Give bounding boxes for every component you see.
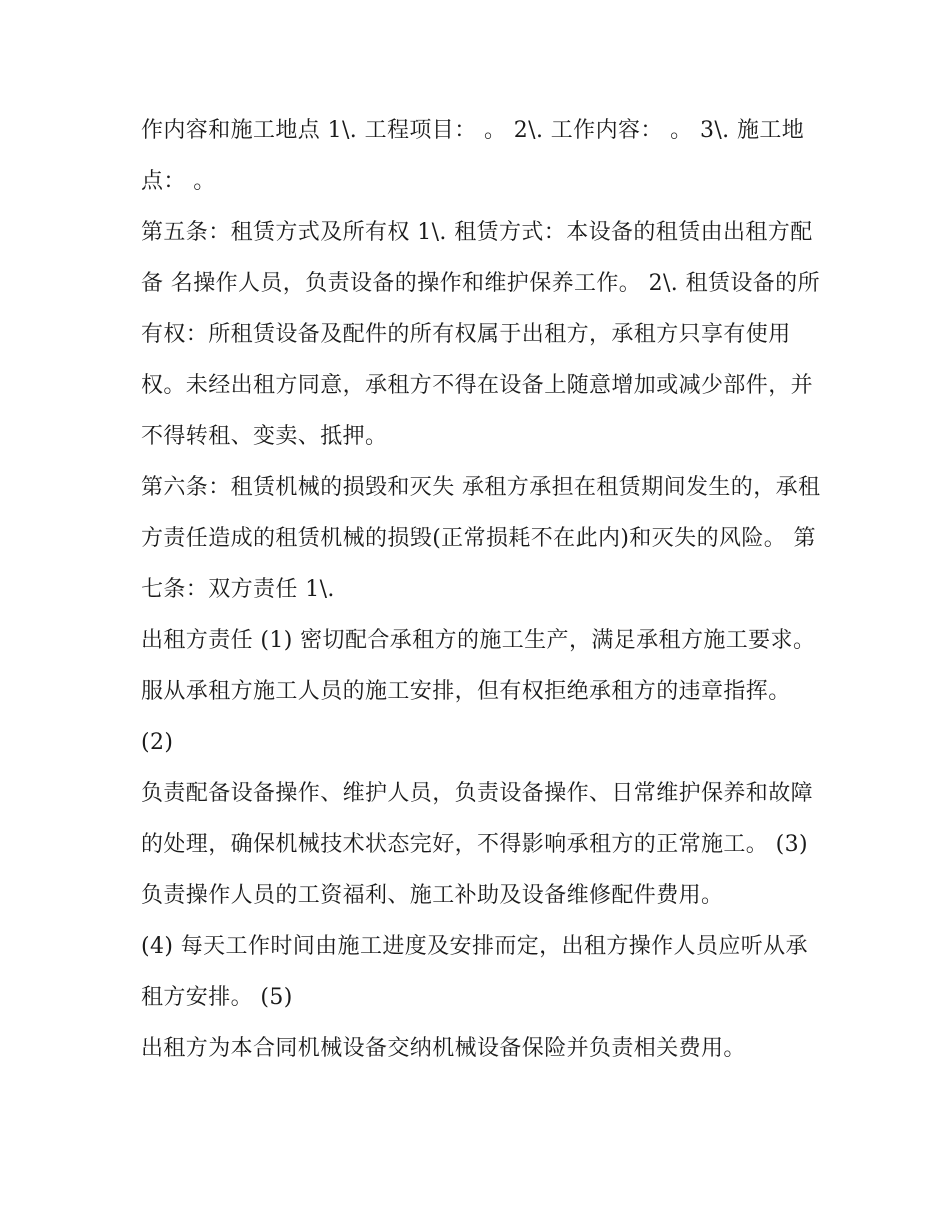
paragraph-lessor-duty-4: (4) 每天工作时间由施工进度及安排而定，出租方操作人员应听从承租方安排。 (5) <box>141 934 808 1010</box>
paragraph-work-content-location: 作内容和施工地点 1\. 工程项目： 。 2\. 工作内容： 。 3\. 施工地点： 。 <box>141 118 805 194</box>
paragraph-article-6-damage-loss: 第六条：租赁机械的损毁和灭失 承租方承担在租赁期间发生的，承租方责任造成的租赁机械的损毁(正常损耗不在此内)和灭失的风险。 第七条：双方责任 1\. <box>141 475 821 602</box>
paragraph-lessor-duty-3: 负责操作人员的工资福利、施工补助及设备维修配件费用。 <box>141 883 724 908</box>
paragraph-lessor-duty-2: 负责配备设备操作、维护人员，负责设备操作、日常维护保养和故障的处理，确保机械技术状态完好，不得影响承租方的正常施工。 (3) <box>141 781 814 857</box>
document-body <box>141 105 821 1074</box>
paragraph-lessor-duty-5: 出租方为本合同机械设备交纳机械设备保险并负责相关费用。 <box>141 1036 746 1061</box>
paragraph-article-5-lease-ownership: 第五条：租赁方式及所有权 1\. 租赁方式：本设备的租赁由出租方配备 名操作人员，负责设备的操作和维护保养工作。 2\. 租赁设备的所有权：所租赁设备及配件的所有权属于出租方，承租方只享有使用权。未经出租方同意，承租方不得在设备上随意增加或减少部件，并不得转租、变卖、抵押。 <box>141 220 820 449</box>
paragraph-lessor-duty-1: 出租方责任 (1) 密切配合承租方的施工生产，满足承租方施工要求。服从承租方施工人员的施工安排，但有权拒绝承租方的违章指挥。 (2) <box>141 628 816 755</box>
